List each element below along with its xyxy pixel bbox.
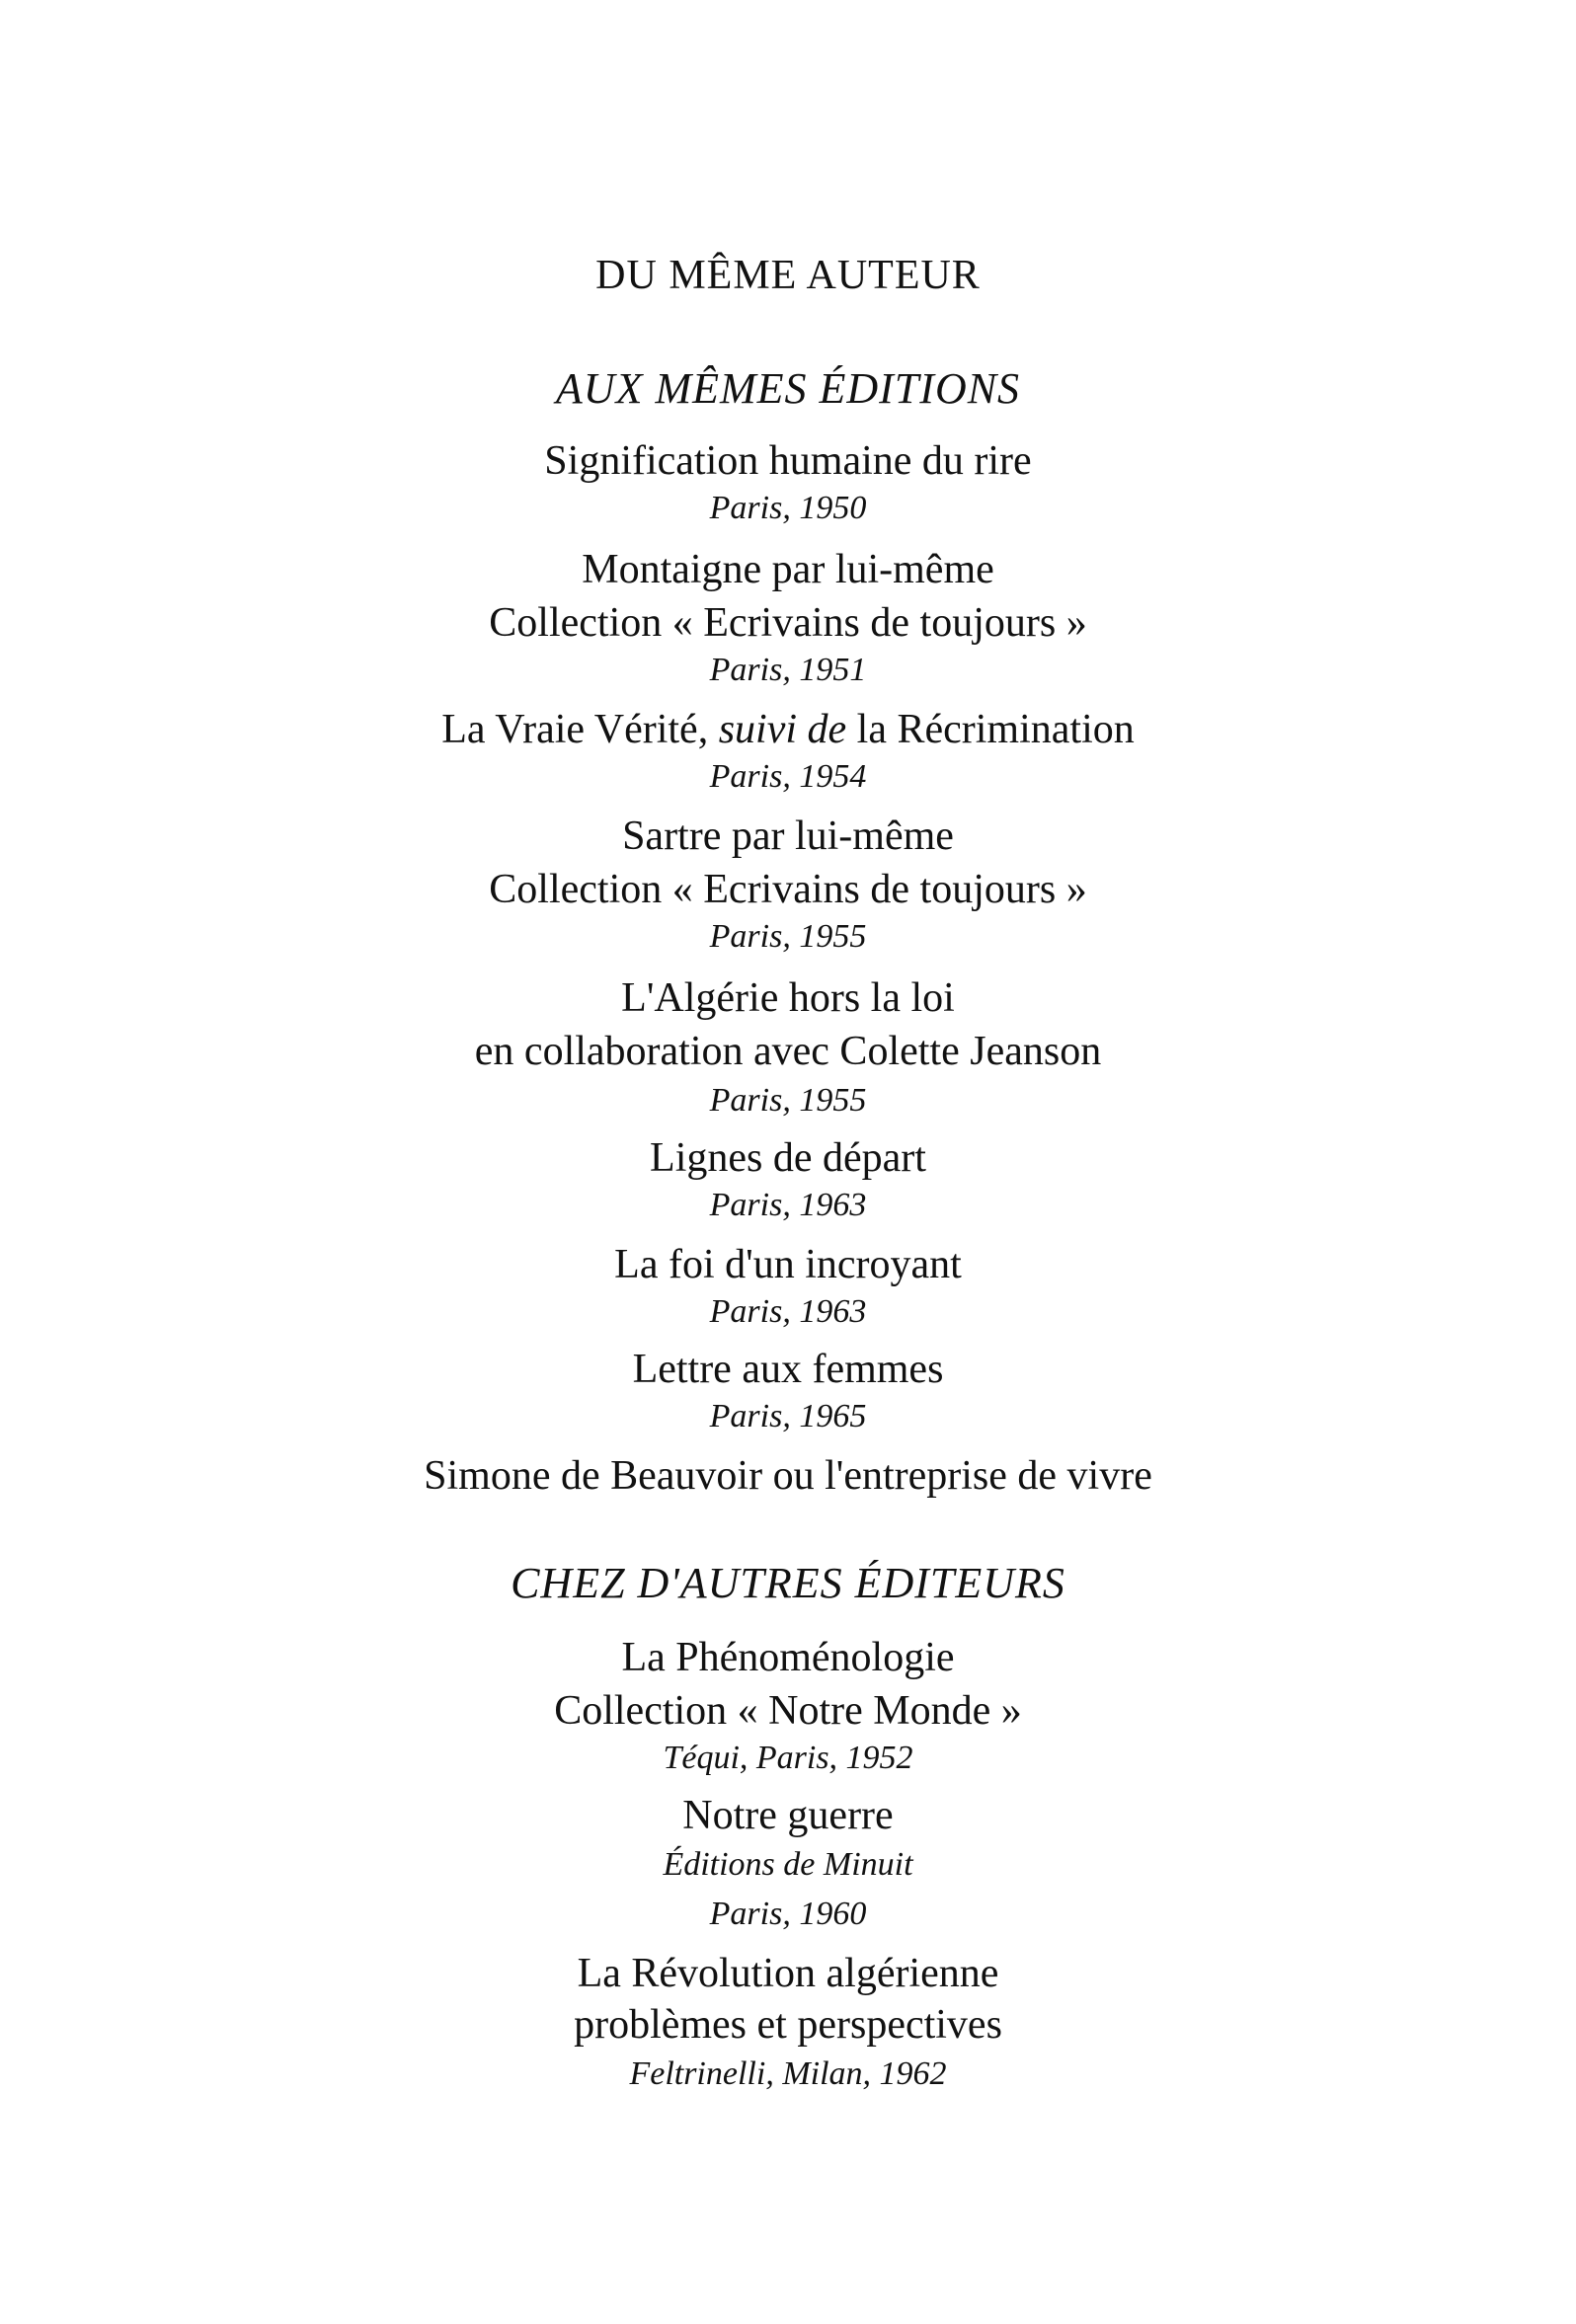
book-subtitle: problèmes et perspectives: [574, 2002, 1002, 2048]
book-title-italic-part: suivi de: [718, 707, 847, 752]
book-collection: Collection « Notre Monde »: [554, 1688, 1022, 1734]
book-title: Lettre aux femmes: [632, 1347, 944, 1392]
publication-info: Paris, 1955: [709, 918, 867, 955]
book-title: [0, 709, 1576, 750]
book-title: Lignes de départ: [650, 1135, 926, 1181]
section-title-other-editors: CHEZ D'AUTRES ÉDITEURS: [511, 1559, 1065, 1607]
publication-info: Paris, 1960: [709, 1896, 867, 1932]
book-title: Notre guerre: [682, 1793, 894, 1838]
book-title: La Révolution algérienne: [577, 1951, 999, 1996]
publication-info: Paris, 1951: [709, 652, 867, 688]
publication-info: Feltrinelli, Milan, 1962: [629, 2055, 947, 2092]
book-collection: Collection « Ecrivains de toujours »: [489, 600, 1087, 646]
publication-info: Paris, 1963: [709, 1187, 867, 1223]
publication-info: Paris, 1965: [709, 1398, 867, 1434]
publication-info: Paris, 1954: [709, 758, 867, 795]
page-heading: DU MÊME AUTEUR: [595, 253, 981, 298]
book-title: Simone de Beauvoir ou l'entreprise de vivre: [424, 1453, 1152, 1499]
book-title: Signification humaine du rire: [544, 438, 1032, 484]
book-title-part: La Vraie Vérité,: [441, 707, 709, 752]
section-title-same-editions: AUX MÊMES ÉDITIONS: [555, 364, 1021, 413]
book-title: La foi d'un incroyant: [614, 1242, 962, 1287]
book-note: en collaboration avec Colette Jeanson: [474, 1029, 1102, 1074]
publication-info: Paris, 1955: [709, 1082, 867, 1119]
book-title: Sartre par lui-même: [622, 813, 954, 859]
publication-info: Téqui, Paris, 1952: [663, 1740, 913, 1776]
publication-info: Paris, 1950: [709, 490, 867, 526]
book-title: Montaigne par lui-même: [582, 547, 994, 592]
publisher-info: Éditions de Minuit: [663, 1846, 913, 1883]
book-collection: Collection « Ecrivains de toujours »: [489, 867, 1087, 912]
book-title: L'Algérie hors la loi: [621, 975, 955, 1021]
book-title-part: la Récrimination: [856, 707, 1135, 752]
publication-info: Paris, 1963: [709, 1293, 867, 1330]
book-title: La Phénoménologie: [621, 1635, 955, 1680]
